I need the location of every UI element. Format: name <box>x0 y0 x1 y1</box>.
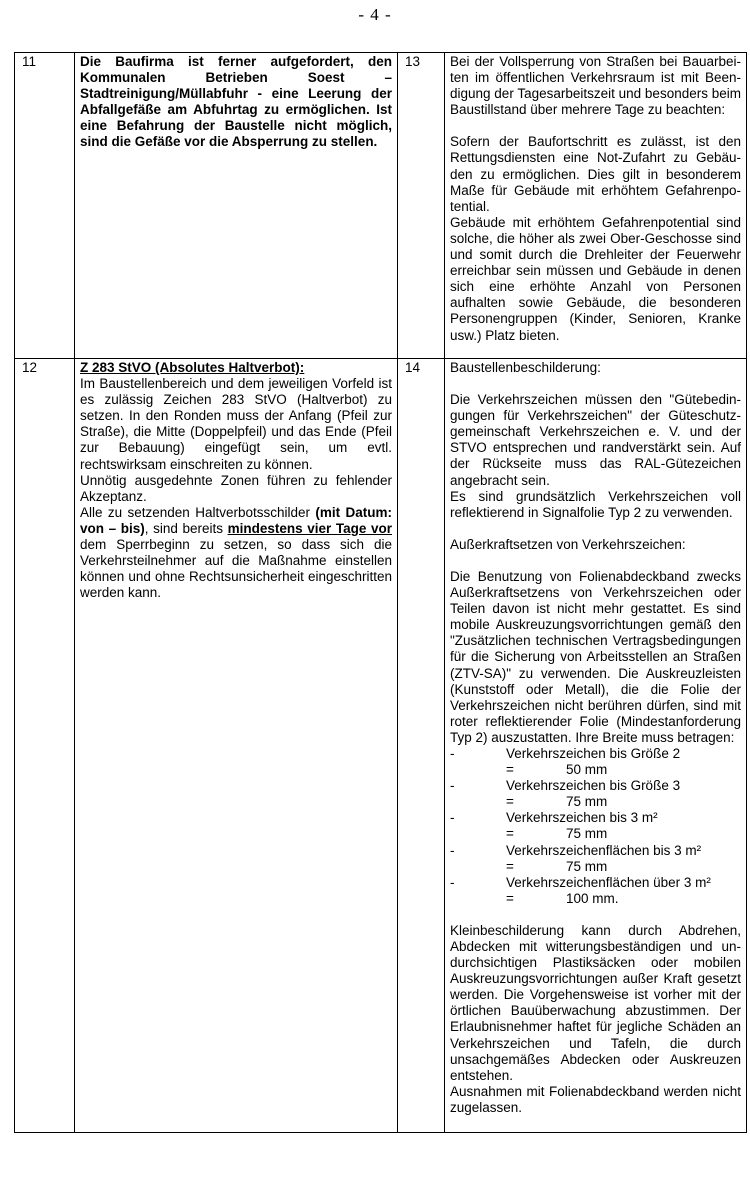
item-14-paragraph-4: Kleinbeschilderung kann durch Abdrehen, Abdecken mit witterungsbeständigen und undurchsichtigen Plastiksäcken oder mobilen Auskreuzungsvorrichtungen außer Kraft gesetzt werden. Die Vorgehensweise ist vorher mit der örtlichen Bauüberwachung abzustimmen. Der Erlaubnisnehmer haftet für jegliche Schäden an Verkehrszeichen und Tafeln, die durch unsachgemäßes Abdecken oder Auskreuzen entstehen. <box>450 922 741 1083</box>
width-list-value <box>450 794 741 810</box>
segment-regular: Alle zu setzenden Haltverbotsschilder <box>80 504 316 520</box>
list-equals: = <box>506 890 514 906</box>
list-indent <box>450 794 506 810</box>
blank-line <box>450 118 741 134</box>
list-indent <box>450 826 506 842</box>
segment-bold-underline-deadline: mindestens vier Tage vor <box>227 520 392 536</box>
list-value: 75 mm <box>566 858 608 874</box>
list-dash: - <box>450 778 455 794</box>
width-list-item <box>450 843 741 859</box>
width-list-item <box>450 875 741 891</box>
width-list-value <box>450 826 741 842</box>
width-list-item <box>450 810 741 826</box>
blank-line <box>450 907 741 923</box>
item-14-text-cell <box>445 359 746 1132</box>
list-equals: = <box>506 858 514 874</box>
item-14-paragraph-1: Die Verkehrszeichen müssen den "Gütebedingungen für Verkehrszeichen" der Güteschutzgemeinschaft Verkehrszeichen e. V. und der STVO entsprechen und randverstärkt sein. Auf der Rückseite muss das RAL-Gütezeichen angebracht sein. <box>450 392 741 488</box>
width-list-value <box>450 859 741 875</box>
list-equals: = <box>506 826 514 842</box>
item-number-14: 14 <box>398 359 445 1132</box>
list-equals: = <box>506 762 514 778</box>
conditions-table <box>14 52 747 1133</box>
segment-regular: dem Sperrbeginn zu setzen, so dass sich die Verkehrsteilnehmer auf die Maßnahme einstellen können und ohne Rechtsunsicherheit eingeschritten werden kann. <box>80 537 392 601</box>
item-12-paragraph-2: Unnötig ausgedehnte Zonen führen zu fehlender Akzeptanz. <box>80 472 392 504</box>
item-14-paragraph-3: Die Benutzung von Folienabdeckband zwecks Außerkraftsetzens von Verkehrszeichen oder Teilen davon ist nicht mehr gestattet. Es sind mobile Auskreuzungsvorrichtungen gemäß den "Zusätzlichen technischen Vertragsbedingungen für die Sicherung von Arbeitsstellen an Straßen (ZTV-SA)" zu verwenden. Die Auskreuzleisten (Kunststoff oder Metall), die die Folie der Verkehrszeichen nicht berühren dürfen, sind mit roter reflektierender Folie (Mindestanforderung Typ 2) auszustatten. Ihre Breite muss betragen: <box>450 568 741 745</box>
page-number: - 4 - <box>358 5 392 24</box>
item-number-13: 13 <box>398 53 445 359</box>
item-13-paragraph-2: Sofern der Baufortschritt es zulässt, ist den Rettungsdiensten eine Not-Zufahrt zu Gebäuden zu ermöglichen. Dies gilt in besonderem Maße für Gebäude mit erhöhtem Gefahrenpotential. <box>450 134 741 214</box>
item-12-text-cell <box>75 359 398 1132</box>
item-13-paragraph-1: Bei der Vollsperrung von Straßen bei Bauarbeiten im öffentlichen Verkehrsraum ist mit Beendigung der Tagesarbeitszeit und besonders beim Baustillstand über mehrere Tage zu beachten: <box>450 54 741 118</box>
list-dash: - <box>450 810 455 826</box>
list-dash: - <box>450 842 455 858</box>
item-11-text-cell <box>75 53 398 359</box>
item-12-paragraph-3 <box>80 505 392 602</box>
segment-regular: , sind bereits <box>144 520 228 536</box>
list-indent <box>450 859 506 875</box>
list-value: 100 mm. <box>566 890 619 906</box>
item-number-12: 12 <box>15 359 75 1132</box>
list-indent <box>450 762 506 778</box>
blank-line <box>450 376 741 392</box>
width-list-item <box>450 778 741 794</box>
item-number-11: 11 <box>15 53 75 359</box>
item-14-heading-1: Baustellenbeschilderung: <box>450 360 601 375</box>
list-value: 50 mm <box>566 762 608 778</box>
item-14-paragraph-2: Es sind grundsätzlich Verkehrszeichen voll reflektierend in Signalfolie Typ 2 zu verwenden. <box>450 488 741 520</box>
item-14-heading-2: Außerkraftsetzen von Verkehrszeichen: <box>450 536 686 552</box>
item-14-paragraph-5: Ausnahmen mit Folienabdeckband werden nicht zugelassen. <box>450 1083 741 1115</box>
width-list-value <box>450 762 741 778</box>
list-indent <box>450 891 506 907</box>
item-13-text-cell <box>445 53 746 359</box>
list-dash: - <box>450 745 455 761</box>
item-12-heading <box>80 360 392 376</box>
segment-bold-date-range: (mit Datum: von – bis) <box>80 504 392 536</box>
item-11-paragraph: Die Baufirma ist ferner aufgefordert, den Kommunalen Betrieben Soest – Stadtreinigung/Müllabfuhr - eine Leerung der Abfallgefäße am Abfuhrtag zu ermöglichen. Ist eine Befahrung der Baustelle nicht möglich, sind die Gefäße vor die Absperrung zu stellen. <box>80 54 392 150</box>
list-value: 75 mm <box>566 794 608 810</box>
item-12-heading-text: Z 283 StVO (Absolutes Haltverbot): <box>80 360 305 375</box>
width-list-value <box>450 891 741 907</box>
list-label: Verkehrszeichenflächen bis 3 m² <box>506 842 702 858</box>
list-label: Verkehrszeichen bis Größe 3 <box>506 778 681 794</box>
blank-line <box>450 521 741 537</box>
list-label: Verkehrszeichen bis Größe 2 <box>506 745 681 761</box>
list-label: Verkehrszeichen bis 3 m² <box>506 810 658 826</box>
item-13-paragraph-3: Gebäude mit erhöhtem Gefahrenpotential sind solche, die höher als zwei Ober-Geschosse sind und somit durch die Drehleiter der Feuerwehr erreichbar sein müssen und Gebäude in denen sich eine erhöhte Anzahl von Personen aufhalten sowie Gebäude, die besonderen Personengruppen (Kinder, Senioren, Kranke usw.) Platz bieten. <box>450 214 741 343</box>
width-list-item <box>450 746 741 762</box>
list-value: 75 mm <box>566 826 608 842</box>
list-equals: = <box>506 794 514 810</box>
blank-line <box>450 553 741 569</box>
list-label: Verkehrszeichenflächen über 3 m² <box>506 874 711 890</box>
item-12-paragraph-1: Im Baustellenbereich und dem jeweiligen Vorfeld ist es zulässig Zeichen 283 StVO (Haltverbot) zu setzen. In den Ronden muss der Anfang (Pfeil zur Straße), die Mitte (Doppelpfeil) und das Ende (Pfeil zur Bebauung) eingefügt sein, um evtl. rechtswirksam einschreiten zu können. <box>80 376 392 472</box>
list-dash: - <box>450 874 455 890</box>
